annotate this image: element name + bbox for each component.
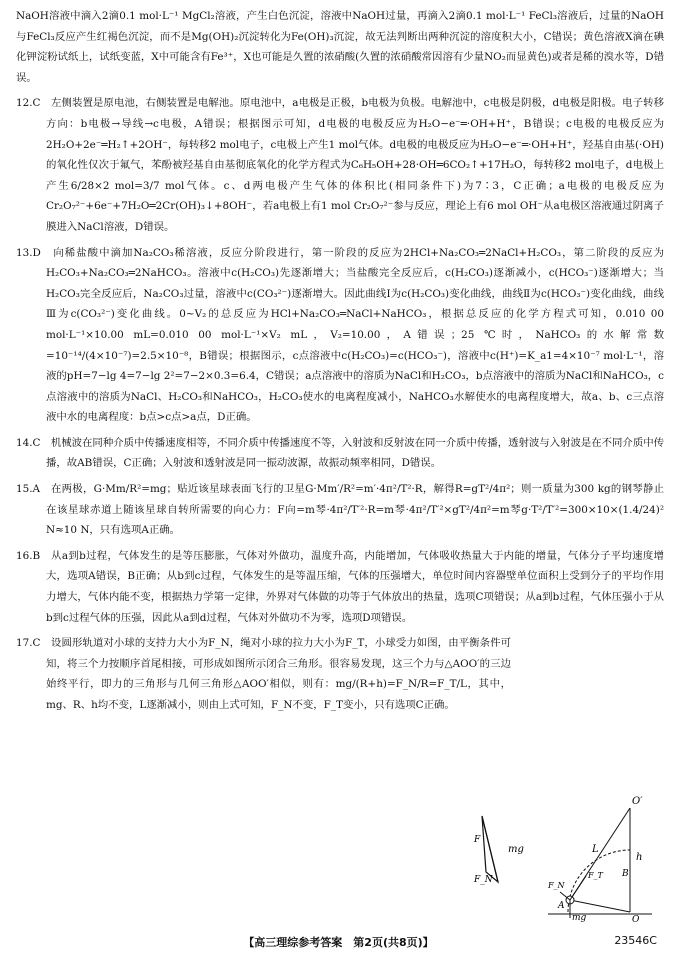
force-label-mg: mg (508, 844, 524, 855)
force-triangle-diagram (472, 808, 538, 890)
label-mg: mg (572, 913, 587, 923)
label-o: O (632, 915, 640, 925)
circular-track (568, 850, 630, 912)
radius-line (570, 900, 630, 912)
text-column (16, 6, 664, 716)
label-ft: F_T (588, 871, 603, 880)
force-label-f: F (474, 835, 481, 845)
geometry-diagram (540, 794, 658, 926)
footer-title: 【高三理综参考答案 第2页(共8页)】 (243, 936, 434, 949)
answer-15: 15.A 在两极，G·Mm/R²=mg；贴近该星球表面飞行的卫星G·Mm′/R²=m′·4π²/T²·R，解得R=gT²/4π²；则一质量为300 kg的钢琴静止在该星球赤道上随该星球自转所需要的向心力：F向=m琴·4π²/T′²·R=m琴·4π²/T′²×gT²/4π²=m琴g·T²/T′²=300×10×(1.4/24)² N≈10 N，只有选项A正确。 (16, 483, 664, 537)
label-a: A (558, 901, 565, 911)
label-o-prime: O′ (632, 796, 643, 807)
paragraph-11-continued: NaOH溶液中滴入2滴0.1 mol·L⁻¹ MgCl₂溶液，产生白色沉淀，溶液中NaOH过量，再滴入2滴0.1 mol·L⁻¹ FeCl₃溶液后，过量的NaOH与FeCl₃反应产生红褐色沉淀，而不是Mg(OH)₂沉淀转化为Fe(OH)₃沉淀，故无法判断出两种沉淀的溶度积大小，C错误；黄色溶液X滴在碘化钾淀粉试纸上，试纸变蓝，X中可能含有Fe³⁺，X也可能是久置的浓硝酸(久置的浓硝酸常因溶有少量NO₂而显黄色)或者是稀的溴水等，D错误。 (16, 10, 664, 84)
force-label-fn: F_N (474, 875, 493, 885)
answer-16: 16.B 从a到b过程，气体发生的是等压膨胀，气体对外做功，温度升高，内能增加，气体吸收热量大于内能的增量，气体分子平均速度增大，选项A错误，B正确；从b到c过程，气体发生的是等温压缩，气体的压强增大，单位时间内容器壁单位面积上受到分子的平均作用力增大，气体内能不变，根据热力学第一定律，外界对气体做的功等于气体放出的热量，选项C项错误；从a到b过程，气体压强小于从b到c过程气体的压强，因此从a到d过程，气体对外做功不为零，选项D项错误。 (16, 549, 664, 624)
answer-13: 13.D 向稀盐酸中滴加Na₂CO₃稀溶液，反应分阶段进行，第一阶段的反应为2HCl+Na₂CO₃═2NaCl+H₂CO₃，第二阶段的反应为H₂CO₃+Na₂CO₃═2NaHCO₃。溶液中c(H₂CO₃)先逐渐增大；当盐酸完全反应后，c(H₂CO₃)逐渐减小，c(HCO₃⁻)逐渐增大；当H₂CO₃完全反应后，Na₂CO₃过量，溶液中c(CO₃²⁻)逐渐增大。因此曲线Ⅰ为c(H₂CO₃)变化曲线，曲线Ⅱ为c(HCO₃⁻)变化曲线，曲线Ⅲ为c(CO₃²⁻)变化曲线。0~V₂的总反应为HCl+Na₂CO₃═NaCl+NaHCO₃，根据总反应的化学方程式可知，0.010 00 mol·L⁻¹×10.00 mL=0.010 00 mol·L⁻¹×V₂ mL，V₂=10.00，A错误；25 ℃时，NaHCO₃的水解常数=10⁻¹⁴/(4×10⁻⁷)=2.5×10⁻⁸，B错误；根据图示，c点溶液中c(H₂CO₃)=c(HCO₃⁻)，溶液中c(H⁺)=K_a1=4×10⁻⁷ mol·L⁻¹，溶液的pH=7−lg 4=7−lg 2²=7−2×0.3=6.4，C错误；a点溶液中的溶质为NaCl和H₂CO₃，b点溶液中的溶质为NaCl和NaHCO₃，c点溶液中的溶质为NaCl、H₂CO₃和NaHCO₃，H₂CO₃使水的电离程度减小，NaHCO₃水解使水的电离程度增大，故a、b、c三点溶液中水的电离程度：b点>c点>a点，D正确。 (16, 246, 664, 424)
answer-14: 14.C 机械波在同种介质中传播速度相等，不同介质中传播速度不等，入射波和反射波在同一介质中传播，透射波与入射波是在不同介质中传播，故AB错误，C正确；入射波和透射波是同一振动波源，故振动频率相同，D错误。 (16, 436, 664, 470)
doc-code: 23546C (614, 934, 657, 947)
label-b: B (622, 869, 629, 879)
answer-17: 17.C 设圆形轨道对小球的支持力大小为F_N，绳对小球的拉力大小为F_T，小球受力如图，由平衡条件可知，将三个力按顺序首尾相接，可形成如图所示闭合三角形。很容易发现，这三个力与△AOO′的三边始终平行，即力的三角形与几何三角形△AOO′相似，则有：mg/(R+h)=F_N/R=F_T/L，其中，mg、R、h均不变，L逐渐减小，则由上式可知，F_N不变，F_T变小，只有选项C正确。 (16, 637, 511, 711)
label-l: L (592, 844, 599, 855)
label-fn: F_N (548, 881, 565, 890)
answer-12: 12.C 左侧装置是原电池，右侧装置是电解池。原电池中，a电极是正极，b电极为负极。电解池中，c电极是阴极，d电极是阳极。电子转移方向：b电极→导线→c电极，A错误；根据图示可知，d电极的电极反应为H₂O−e⁻═·OH+H⁺，B错误；c电极的电极反应为2H₂O+2e⁻═H₂↑+2OH⁻，每转移2 mol电子，c电极上产生1 mol气体。d电极的电极反应为H₂O−e⁻═·OH+H⁺，羟基自由基(·OH)的氧化性仅次于氟气，苯酚被羟基自由基彻底氧化的化学方程式为C₆H₅OH+28·OH═6CO₂↑+17H₂O，每转移2 mol电子，d电极上产生6/28×2 mol=3/7 mol气体。c、d两电极产生气体的体积比(相同条件下)为7∶3，C正确；a电极的电极反应为Cr₂O₇²⁻+6e⁻+7H₂O═2Cr(OH)₃↓+8OH⁻，若a电极上有1 mol Cr₂O₇²⁻参与反应，理论上有6 mol OH⁻从a电极区溶液通过阴离子膜进入NaCl溶液，D错误。 (16, 97, 664, 233)
label-h: h (636, 852, 643, 863)
